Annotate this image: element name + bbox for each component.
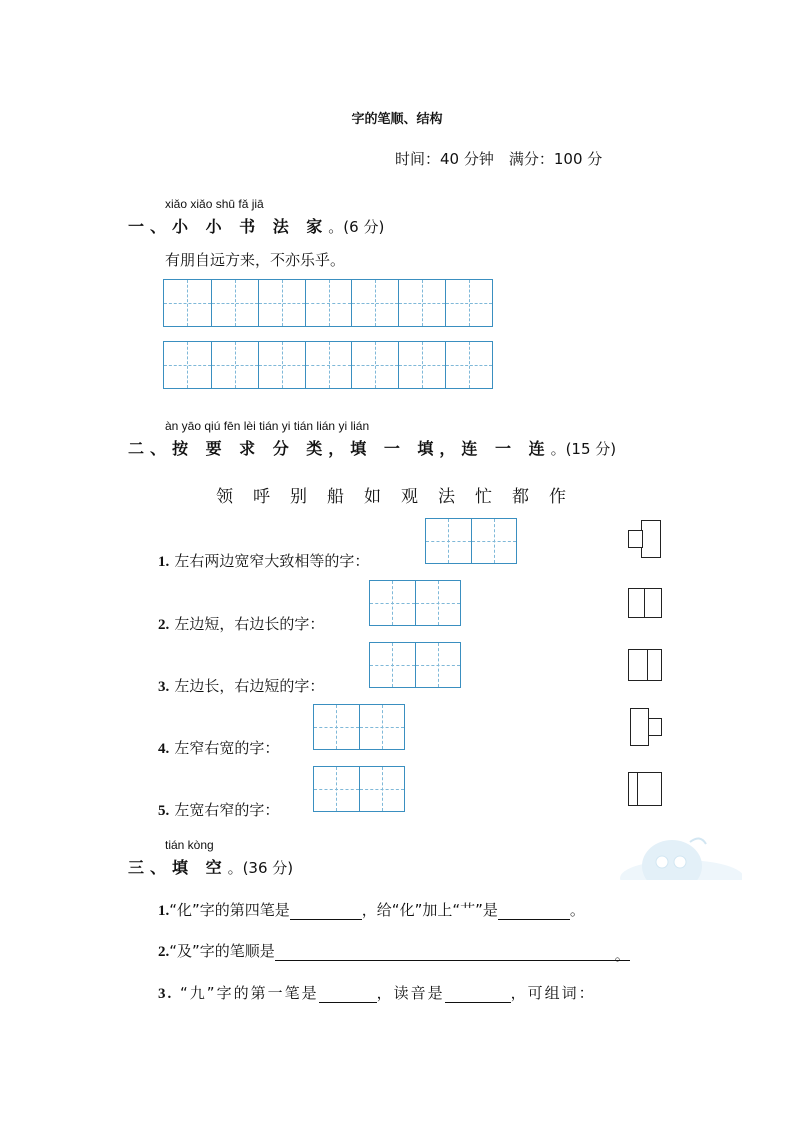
section3-heading [128, 855, 293, 878]
question-1: 1.“化”字的第四笔是 ，给“化”加上“艹”是 。 [158, 901, 585, 919]
character-list [216, 482, 566, 507]
char: 观 [401, 487, 418, 507]
writing-grid-row-1[interactable] [163, 279, 493, 327]
char: 船 [327, 487, 344, 507]
equal-halves-icon[interactable] [628, 588, 662, 618]
question-2: 2.“及”字的笔顺是 。 [158, 942, 630, 964]
section2-pinyin: àn yāo qiú fēn lèi tián yi tián lián yi lián [165, 419, 370, 433]
classify-item-2: 2. 左边短，右边长的字： [158, 615, 325, 633]
section2-heading [128, 436, 616, 459]
copy-sentence: 有朋自远方来，不亦乐乎。 [165, 251, 346, 269]
classify-item-1: 1. 左右两边宽窄大致相等的字： [158, 552, 370, 570]
exam-meta: 时间：40 分钟 满分：100 分 [395, 150, 603, 168]
char: 作 [549, 487, 566, 507]
answer-blank[interactable] [275, 944, 615, 961]
section3-pinyin: tián kòng [165, 838, 214, 852]
writing-grid-row-2[interactable] [163, 341, 493, 389]
section2-title: 二、按 要 求 分 类，填 一 填，连 一 连 [128, 439, 551, 458]
left-tall-right-small-icon[interactable] [630, 708, 662, 746]
page-title: 字的笔顺、结构 [351, 112, 443, 127]
left-narrow-right-wide-icon[interactable] [628, 520, 662, 558]
section1-score: 。(6 分) [328, 218, 385, 236]
answer-grid-2[interactable] [369, 580, 461, 626]
char: 别 [290, 487, 307, 507]
question-3: 3. “九”字的第一笔是 ，读音是 ，可组词： [158, 984, 596, 1002]
section3-title: 三、填 空 [128, 858, 228, 877]
answer-grid-5[interactable] [313, 766, 405, 812]
char: 呼 [253, 487, 270, 507]
answer-grid-1[interactable] [425, 518, 517, 564]
section1-pinyin: xiǎo xiǎo shū fǎ jiā [165, 197, 264, 211]
classify-item-4: 4. 左窄右宽的字： [158, 739, 280, 757]
classify-item-5: 5. 左宽右窄的字： [158, 801, 280, 819]
answer-blank[interactable] [445, 986, 511, 1003]
section2-score: 。(15 分) [550, 440, 617, 458]
char: 法 [438, 487, 455, 507]
section1-heading [128, 214, 384, 237]
classify-item-3: 3. 左边长，右边短的字： [158, 677, 325, 695]
char: 忙 [475, 487, 492, 507]
char: 领 [216, 487, 233, 507]
mascot-watermark-icon [612, 832, 742, 880]
answer-grid-4[interactable] [313, 704, 405, 750]
answer-blank[interactable] [498, 903, 570, 920]
section3-score: 。(36 分) [227, 859, 294, 877]
char: 都 [512, 487, 529, 507]
answer-blank[interactable] [319, 986, 377, 1003]
answer-grid-3[interactable] [369, 642, 461, 688]
left-wide-right-narrow-icon[interactable] [628, 772, 662, 806]
char: 如 [364, 487, 381, 507]
answer-blank[interactable] [290, 903, 362, 920]
section1-title: 一、小 小 书 法 家 [128, 217, 329, 236]
left-long-right-short-icon[interactable] [628, 649, 662, 681]
